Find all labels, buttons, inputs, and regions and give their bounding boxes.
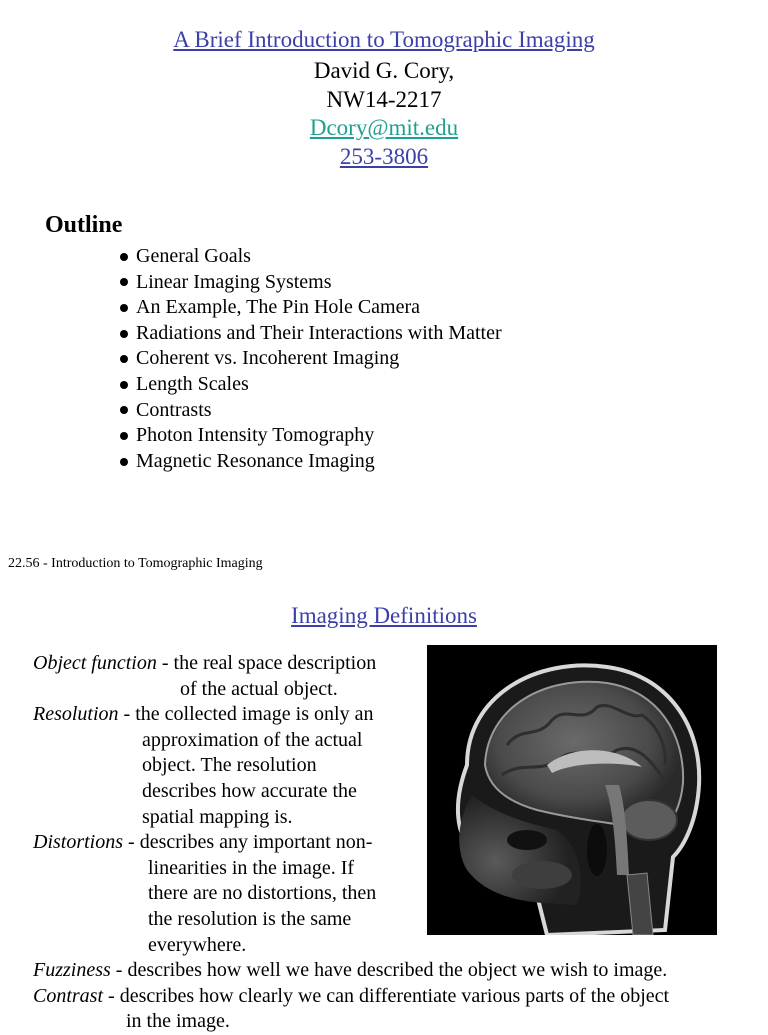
outline-item: An Example, The Pin Hole Camera xyxy=(120,295,502,321)
bullet-icon xyxy=(120,278,128,286)
definition-text: there are no distortions, then xyxy=(148,882,377,905)
author-name: David G. Cory, xyxy=(313,58,455,83)
outline-item: Contrasts xyxy=(120,398,502,424)
page-title[interactable]: A Brief Introduction to Tomographic Imaging xyxy=(173,27,595,52)
definition-term: Object function xyxy=(33,652,157,674)
outline-item: Length Scales xyxy=(120,372,502,398)
definition-text: describes how accurate the xyxy=(142,779,357,802)
definition-term: Distortions xyxy=(33,831,124,854)
outline-item: Linear Imaging Systems xyxy=(120,270,502,296)
definition-text: the resolution is the same xyxy=(148,907,352,930)
bullet-icon xyxy=(120,432,128,440)
email-link[interactable]: Dcory@mit.edu xyxy=(309,115,459,140)
definition-term: Resolution xyxy=(33,703,119,726)
definition-text: - describes how well we have described the object we wish to image. xyxy=(110,959,668,982)
author-room: NW14-2217 xyxy=(326,86,442,112)
outline-item: General Goals xyxy=(120,244,502,270)
mri-brain-image xyxy=(427,645,717,935)
bullet-icon xyxy=(120,330,128,338)
definition-text: of the actual object. xyxy=(180,677,338,700)
section-title[interactable]: Imaging Definitions xyxy=(291,603,477,628)
bullet-icon xyxy=(120,406,128,414)
bullet-icon xyxy=(120,253,128,261)
mri-brain-illustration xyxy=(427,645,717,935)
definition-text: in the image. xyxy=(126,1010,230,1033)
definition-term: Fuzziness xyxy=(33,959,111,982)
definition-text: - the collected image is only an xyxy=(118,703,374,726)
outline-list xyxy=(120,244,502,474)
definition-text: approximation of the actual xyxy=(142,728,363,751)
outline-heading: Outline xyxy=(45,212,123,238)
definition-contrast xyxy=(33,984,669,1035)
phone-link[interactable]: 253-3806 xyxy=(339,143,429,169)
outline-item: Photon Intensity Tomography xyxy=(120,423,502,449)
outline-item: Coherent vs. Incoherent Imaging xyxy=(120,346,502,372)
definition-text: - the real space description xyxy=(156,652,377,674)
bullet-icon xyxy=(120,304,128,312)
definition-text: - describes how clearly we can differentiate various parts of the object xyxy=(103,984,670,1007)
outline-item: Magnetic Resonance Imaging xyxy=(120,449,502,475)
definition-text: everywhere. xyxy=(148,933,247,956)
outline-item: Radiations and Their Interactions with Matter xyxy=(120,321,502,347)
definition-text: linearities in the image. If xyxy=(148,856,355,879)
bullet-icon xyxy=(120,355,128,363)
definition-text: object. The resolution xyxy=(142,754,317,777)
definition-text: - describes any important non- xyxy=(123,831,373,854)
slide-footer: 22.56 - Introduction to Tomographic Imaging xyxy=(8,556,263,571)
bullet-icon xyxy=(120,458,128,466)
author-block xyxy=(0,57,768,171)
definition-term: Contrast xyxy=(33,984,104,1007)
definition-fuzziness xyxy=(33,958,669,984)
definition-text: spatial mapping is. xyxy=(142,805,293,828)
bullet-icon xyxy=(120,381,128,389)
